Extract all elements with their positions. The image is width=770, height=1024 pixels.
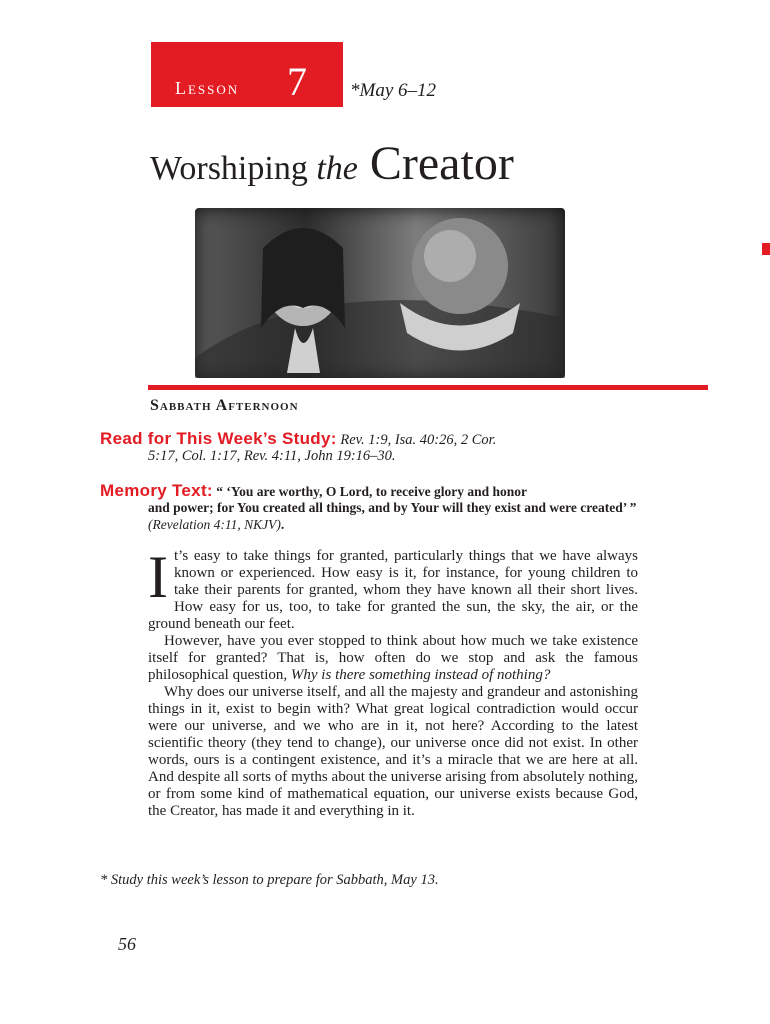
page-number: 56 (118, 934, 136, 954)
title-part-the: the (316, 150, 358, 187)
body-paragraph-2-question: Why is there something instead of nothing? (290, 667, 551, 683)
section-divider (148, 385, 708, 390)
memory-citation: (Revelation 4:11, NKJV) (148, 517, 281, 532)
memory-quote-line1: “ ‘You are worthy, O Lord, to receive glory and honor (212, 484, 527, 499)
section-heading: Sabbath Afternoon (150, 397, 299, 414)
page-title (150, 134, 514, 199)
body-paragraph-1-text: t’s easy to take things for granted, particularly things that we have always known or experienced. How easy is it, for instance, for young children to take their parents for granted, whom they have known all their short lives. How easy for us, too, to take for granted the sun, the sky, the air, or the ground beneath our feet. (148, 548, 638, 632)
body-paragraph-2-text: However, have you ever stopped to think about how much we take existence itself for granted? That is, how often do we stop and ask the famous philosophical question, (148, 633, 638, 683)
reading-assignment (100, 429, 660, 450)
memory-label: Memory Text: (100, 481, 213, 500)
lesson-number: 7 (287, 59, 307, 104)
hero-illustration (195, 208, 565, 378)
lesson-label: Lesson (175, 78, 240, 98)
footnote: * Study this week’s lesson to prepare for Sabbath, May 13. (100, 872, 439, 888)
lesson-body (148, 544, 638, 820)
memory-text (100, 482, 660, 500)
reading-label: Read for This Week’s Study: (100, 429, 337, 448)
reading-refs-line1: Rev. 1:9, Isa. 40:26, 2 Cor. (336, 432, 497, 448)
lesson-badge (151, 42, 343, 107)
body-paragraph-1 (148, 544, 638, 633)
lesson-date-range: *May 6–12 (350, 80, 437, 101)
drop-cap: I (148, 544, 168, 610)
memory-quote-continued (148, 499, 648, 533)
title-part-worshiping: Worshiping (150, 150, 317, 187)
memory-end: . (280, 517, 285, 532)
memory-quote-rest: and power; for You created all things, and by Your will they exist and were created’ ” (148, 500, 637, 515)
body-paragraph-3: Why does our universe itself, and all the majesty and grandeur and astonishing things in it, exist to begin with? What great logical contradiction would occur were our universe, and we who are in it, not here? According to the latest scientific theory (they tend to change), our universe once did not exist. In other words, ours is a contingent existence, and it’s a miracle that we are here at all. And despite all sorts of myths about the universe arising from absolutely nothing, or from some kind of mathematical equation, our universe exists because God, the Creator, has made it and everything in it. (148, 684, 638, 819)
title-part-creator: Creator (357, 137, 514, 190)
body-paragraph-2 (148, 633, 638, 684)
reading-refs-line2: 5:17, Col. 1:17, Rev. 4:11, John 19:16–30. (148, 448, 396, 464)
page-edge-marker (762, 243, 770, 255)
hero-illustration-art (195, 208, 565, 378)
